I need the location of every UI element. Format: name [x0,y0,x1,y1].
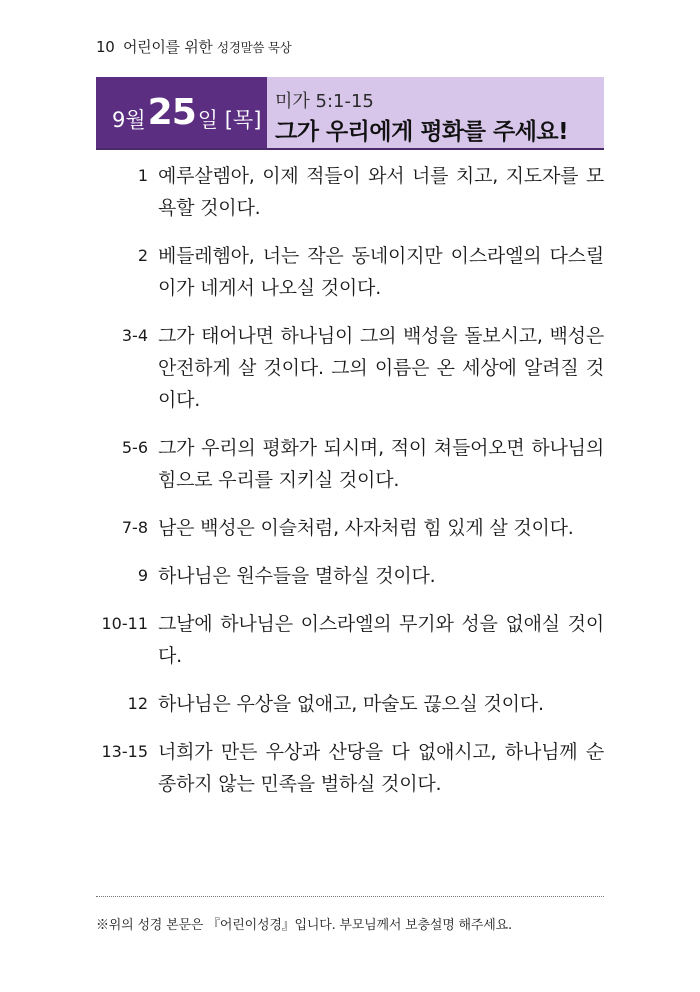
devotion-banner [96,77,604,150]
verse-item [96,240,604,304]
verse-number: 1 [137,166,148,185]
verse-text: 하나님은 원수들을 멸하실 것이다. [158,565,436,587]
date-day: 25 [147,92,196,133]
verse-number: 5-6 [121,438,148,457]
book-title: 어린이를 위한 [122,38,213,56]
verse-number: 9 [137,566,148,585]
verse-number: 12 [127,694,148,713]
date-weekday: 일 [목] [197,107,262,132]
verse-text: 너희가 만든 우상과 산당을 다 없애시고, 하나님께 순종하지 않는 민족을 벌하실 것이다. [158,741,604,795]
verse-item [96,432,604,496]
verse-text: 하나님은 우상을 없애고, 마술도 끊으실 것이다. [158,693,544,715]
verse-item [96,512,604,544]
passage-reference: 미가 5:1-15 [275,91,374,112]
verse-item [96,320,604,416]
verse-item [96,736,604,800]
date-month: 9월 [112,107,146,132]
verse-number: 3-4 [121,326,148,345]
verse-number: 2 [137,246,148,265]
footer-divider [96,896,604,897]
verse-text: 예루살렘아, 이제 적들이 와서 너를 치고, 지도자를 모욕할 것이다. [158,165,604,219]
verse-number: 13-15 [101,742,148,761]
page-number: 10 [96,38,115,56]
verse-text: 그가 태어나면 하나님이 그의 백성을 돌보시고, 백성은 안전하게 살 것이다. 그의 이름은 온 세상에 알려질 것이다. [158,325,604,411]
verse-item [96,160,604,224]
verse-text: 베들레헴아, 너는 작은 동네이지만 이스라엘의 다스릴 이가 네게서 나오실 것이다. [158,245,604,299]
passage-box [267,77,604,148]
verse-text: 남은 백성은 이슬처럼, 사자처럼 힘 있게 살 것이다. [158,517,574,539]
verse-text: 그가 우리의 평화가 되시며, 적이 쳐들어오면 하나님의 힘으로 우리를 지키실 것이다. [158,437,604,491]
running-header [96,36,291,57]
date-box [96,77,267,148]
verse-number: 10-11 [101,614,148,633]
footnote: ※위의 성경 본문은 『어린이성경』입니다. 부모님께서 보충설명 해주세요. [96,918,512,933]
verse-text: 그날에 하나님은 이스라엘의 무기와 성을 없애실 것이다. [158,613,604,667]
verse-number: 7-8 [121,518,148,537]
passage-title: 그가 우리에게 평화를 주세요! [275,119,569,145]
verse-list [96,160,604,816]
verse-item [96,688,604,720]
verse-item [96,560,604,592]
verse-item [96,608,604,672]
book-subtitle: 성경말씀 묵상 [217,40,292,55]
